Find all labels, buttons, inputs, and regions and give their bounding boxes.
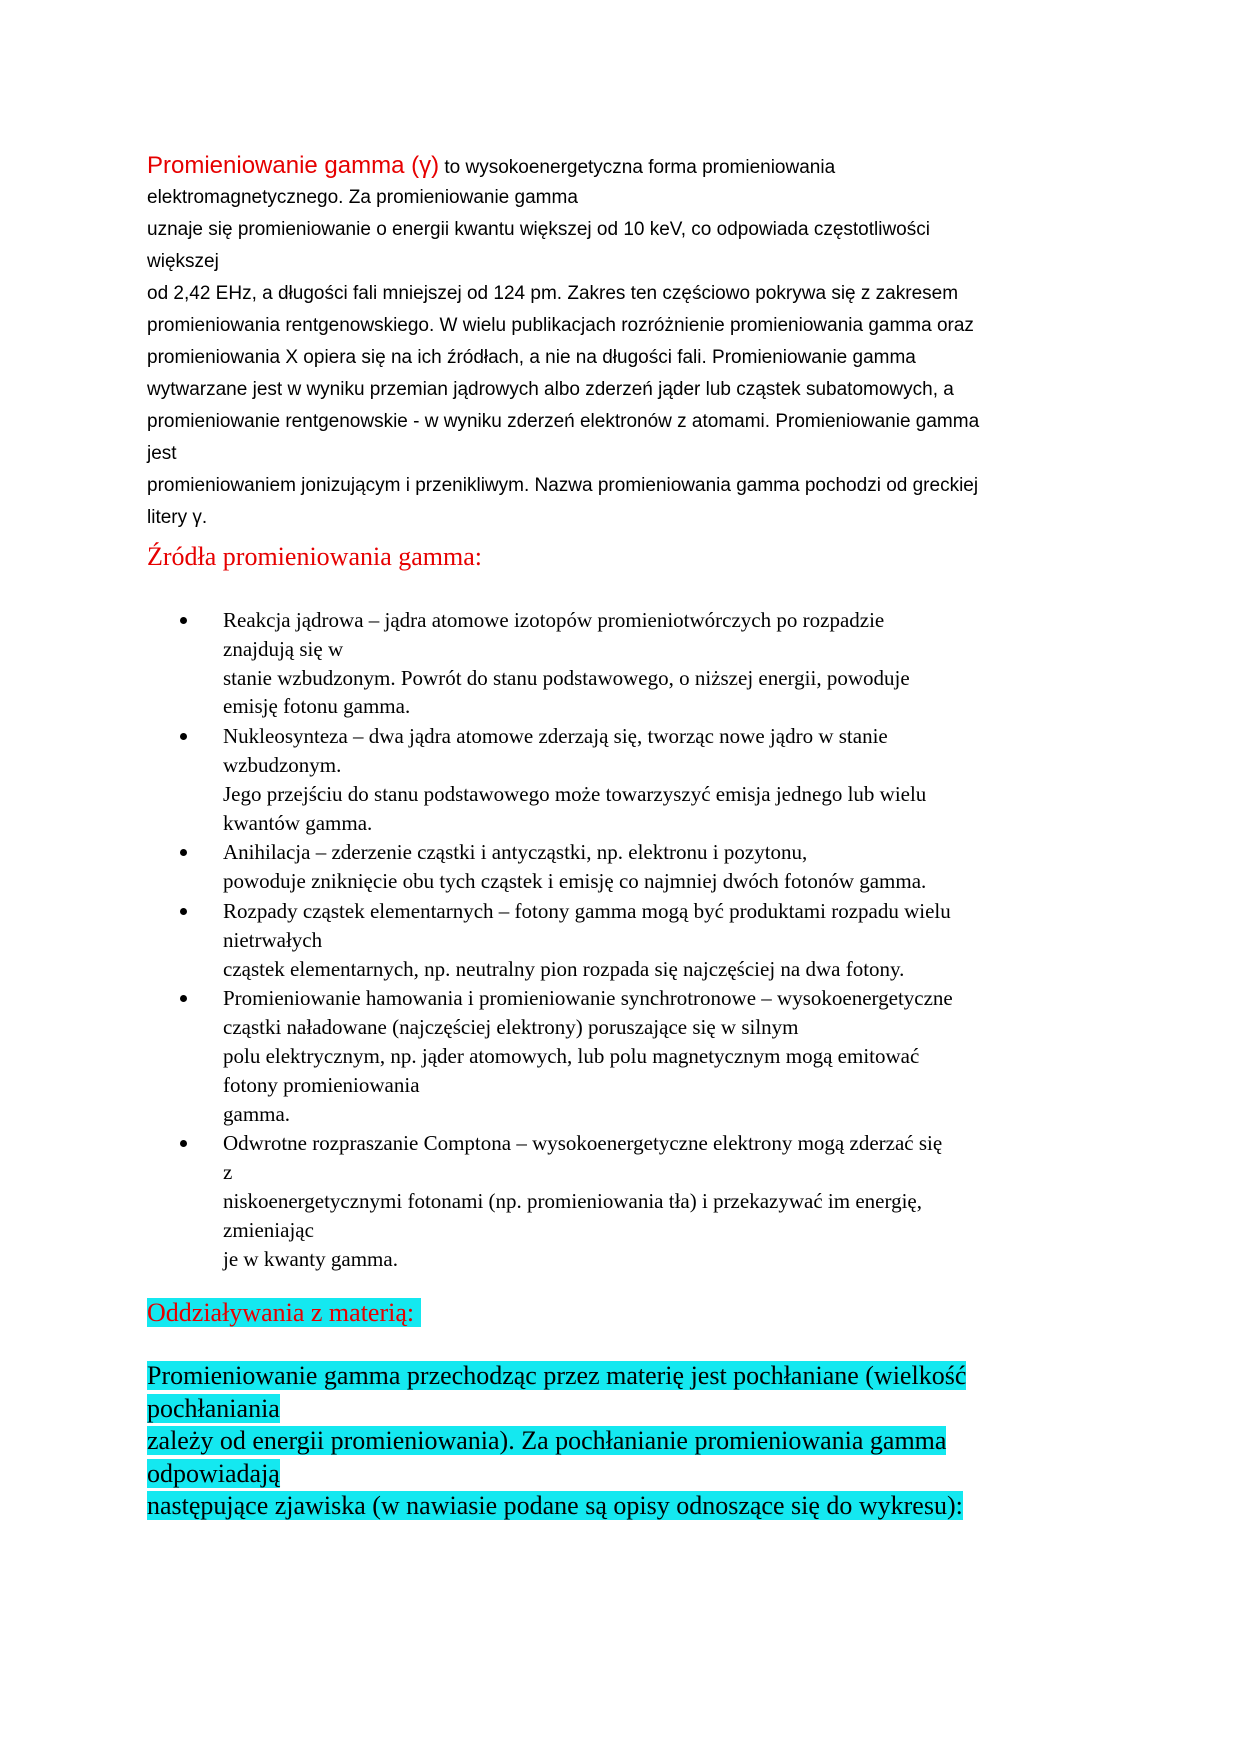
intro-line: litery γ. <box>147 507 208 528</box>
interactions-paragraph <box>147 1360 1097 1523</box>
intro-line: od 2,42 EHz, a długości fali mniejszej od 124 pm. Zakres ten częściowo pokrywa się z zakresem <box>147 283 959 304</box>
intro-line: wytwarzane jest w wyniku przemian jądrowych albo zderzeń jąder lub cząstek subatomowych, a <box>147 379 954 400</box>
paragraph-line: odpowiadają <box>147 1458 280 1488</box>
intro-line: promieniowaniem jonizującym i przenikliwym. Nazwa promieniowania gamma pochodzi od greckiej <box>147 475 979 496</box>
bullet-icon <box>180 908 187 915</box>
list-item: Odwrotne rozpraszanie Comptona – wysokoenergetyczne elektrony mogą zderzać się z niskoenergetycznymi fotonami (np. promieniowania tła) i przekazywać im energię, zmieniając je w kwanty gamma. <box>180 1129 1110 1273</box>
list-item: Nukleosynteza – dwa jądra atomowe zderzają się, tworząc nowe jądro w stanie wzbudzonym. Jego przejściu do stanu podstawowego może towarzyszyć emisja jednego lub wielu kwantów gamma. <box>180 722 1110 837</box>
paragraph-line: pochłaniania <box>147 1393 280 1423</box>
sources-list <box>180 606 1110 1274</box>
intro-line: większej <box>147 251 219 272</box>
bullet-icon <box>180 995 187 1002</box>
intro-line: promieniowania X opiera się na ich źródłach, a nie na długości fali. Promieniowanie gamma <box>147 347 916 368</box>
list-item: Rozpady cząstek elementarnych – fotony gamma mogą być produktami rozpadu wielu nietrwałych cząstek elementarnych, np. neutralny pion rozpada się najczęściej na dwa fotony. <box>180 897 1110 983</box>
intro-line: promieniowanie rentgenowskie - w wyniku zderzeń elektronów z atomami. Promieniowanie gamma <box>147 411 980 432</box>
interactions-heading: Oddziaływania z materią: <box>147 1296 421 1330</box>
paragraph-line: zależy od energii promieniowania). Za pochłanianie promieniowania gamma <box>147 1426 947 1455</box>
intro-paragraph <box>147 150 1097 534</box>
intro-line: elektromagnetycznego. Za promieniowanie gamma <box>147 187 578 208</box>
paragraph-line: Promieniowanie gamma przechodząc przez materię jest pochłaniane (wielkość <box>147 1361 967 1390</box>
list-item: Reakcja jądrowa – jądra atomowe izotopów promieniotwórczych po rozpadzie znajdują się w stanie wzbudzonym. Powrót do stanu podstawowego, o niższej energii, powoduje emisję fotonu gamma. <box>180 606 1110 721</box>
intro-line: uznaje się promieniowanie o energii kwantu większej od 10 keV, co odpowiada częstotliwości <box>147 219 930 240</box>
paragraph-line: następujące zjawiska (w nawiasie podane są opisy odnoszące się do wykresu): <box>147 1491 963 1520</box>
sources-heading: Źródła promieniowania gamma: <box>147 542 483 571</box>
bullet-icon <box>180 617 187 624</box>
bullet-icon <box>180 733 187 740</box>
intro-heading: Promieniowanie gamma (γ) <box>147 152 440 179</box>
list-item: Promieniowanie hamowania i promieniowanie synchrotronowe – wysokoenergetyczne cząstki naładowane (najczęściej elektrony) poruszające się w silnym polu elektrycznym, np. jąder atomowych, lub polu magnetycznym mogą emitować fotony promieniowania gamma. <box>180 984 1110 1128</box>
intro-line: Promieniowanie gamma (γ) to wysokoenergetyczna forma promieniowania <box>147 152 836 179</box>
list-item: Anihilacja – zderzenie cząstki i antycząstki, np. elektronu i pozytonu, powoduje zniknięcie obu tych cząstek i emisję co najmniej dwóch fotonów gamma. <box>180 838 1110 896</box>
intro-line: promieniowania rentgenowskiego. W wielu publikacjach rozróżnienie promieniowania gamma oraz <box>147 315 974 336</box>
intro-line: jest <box>147 443 177 464</box>
bullet-icon <box>180 849 187 856</box>
bullet-icon <box>180 1140 187 1147</box>
